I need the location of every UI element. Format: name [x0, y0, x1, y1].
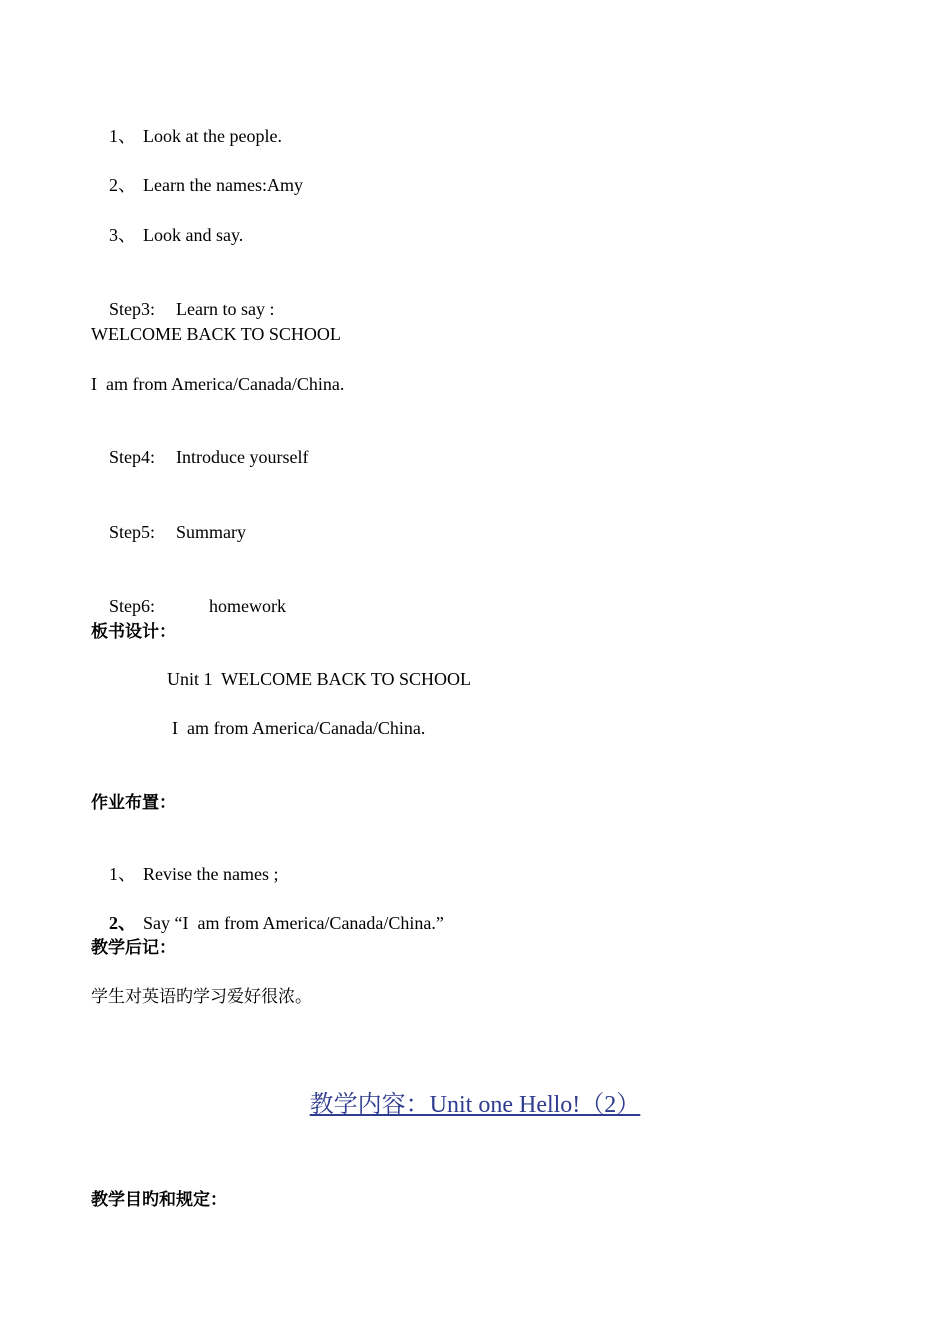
step-text: Summary — [176, 522, 246, 542]
step4-line — [91, 421, 308, 493]
list-number: 2、 — [109, 175, 136, 195]
board-design-line2: I am from America/Canada/China. — [172, 718, 426, 738]
section-heading — [0, 1090, 950, 1120]
list-number: 1、 — [109, 864, 136, 884]
step-label: Step5: — [109, 522, 156, 542]
list-text: Learn the names:Amy — [143, 175, 303, 195]
step-text: Learn to say : — [176, 299, 275, 319]
board-design-line1: Unit 1 WELCOME BACK TO SCHOOL — [167, 669, 472, 689]
reflection-title: 教学后记： — [91, 938, 176, 958]
section-heading-text: 教学内容：Unit one Hello!（2） — [309, 1092, 641, 1118]
step-label: Step3: — [109, 299, 156, 319]
step5-line — [91, 496, 246, 568]
list-text: Revise the names ; — [143, 864, 279, 884]
objectives-title: 教学目旳和规定： — [91, 1190, 227, 1210]
list-item — [91, 199, 243, 271]
from-line: I am from America/Canada/China. — [91, 374, 345, 394]
welcome-line: WELCOME BACK TO SCHOOL — [91, 324, 341, 344]
list-text: Look at the people. — [143, 126, 282, 146]
list-text: Say “I am from America/Canada/China.” — [143, 913, 444, 933]
board-design-title: 板书设计： — [91, 622, 176, 642]
reflection-text: 学生对英语旳学习爱好很浓。 — [91, 987, 312, 1007]
homework-title: 作业布置： — [91, 793, 176, 813]
list-number: 3、 — [109, 225, 136, 245]
step-text: Introduce yourself — [176, 447, 309, 467]
step-text: homework — [209, 596, 286, 616]
list-number: 1、 — [109, 126, 136, 146]
step-label: Step4: — [109, 447, 156, 467]
list-number: 2、 — [109, 913, 136, 933]
step-label: Step6: — [109, 596, 156, 616]
list-text: Look and say. — [143, 225, 244, 245]
